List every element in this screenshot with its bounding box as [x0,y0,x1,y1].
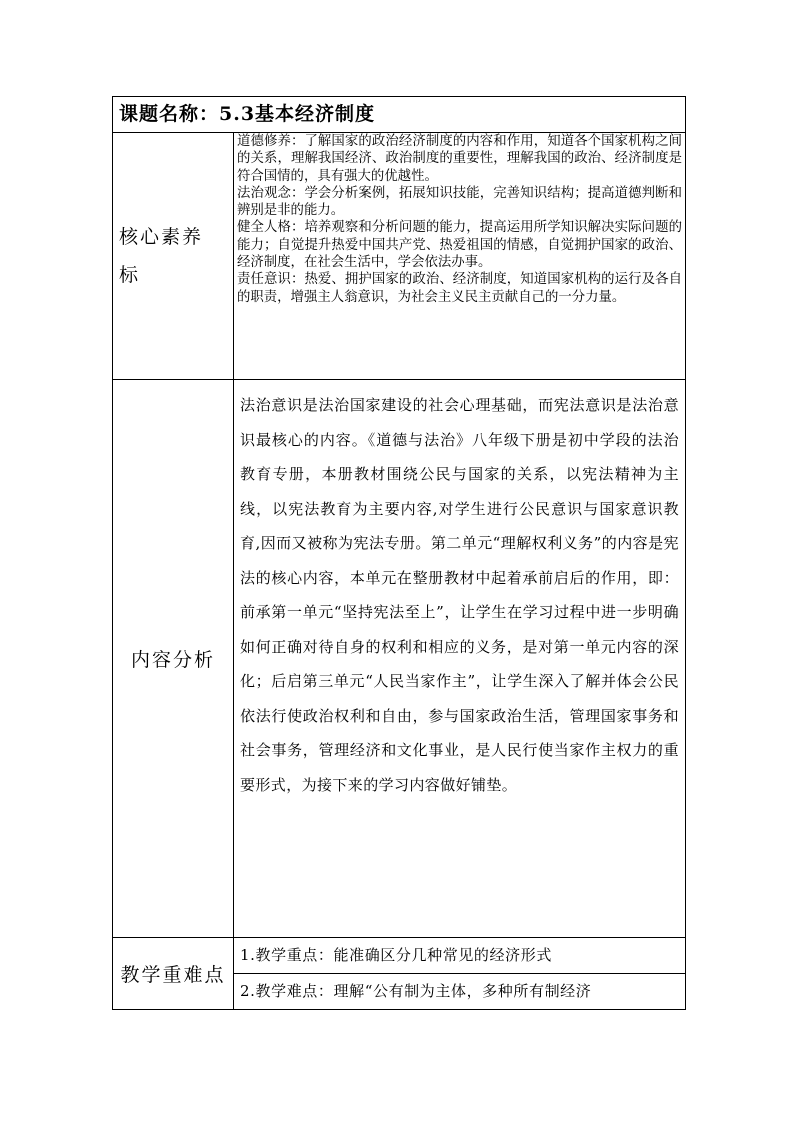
core-literacy-personality: 健全人格：培养观察和分析问题的能力，提高运用所学知识解决实际问题的能力；自觉提升热爱中国共产党、热爱祖国的情感，自觉拥护国家的政治、经济制度，在社会生活中，学会依法办事。 [237,220,682,271]
title-row [113,97,686,133]
content-analysis-text: 法治意识是法治国家建设的社会心理基础，而宪法意识是法治意识最核心的内容。《道德与法治》八年级下册是初中学段的法治教育专册，本册教材围绕公民与国家的关系，以宪法精神为主线，以宪法教育为主要内容,对学生进行公民意识与国家意识教育,因而又被称为宪法专册。第二单元“理解权利义务”的内容是宪法的核心内容，本单元在整册教材中起着承前启后的作用，即：前承第一单元“坚持宪法至上”，让学生在学习过程中进一步明确如何正确对待自身的权利和相应的义务，是对第一单元内容的深化；后启第三单元“人民当家作主”，让学生深入了解并体会公民依法行使政治权利和自由，参与国家政治生活，管理国家事务和社会事务，管理经济和文化事业，是人民行使当家作主权力的重要形式，为接下来的学习内容做好铺垫。 [240,396,679,794]
content-analysis-label: 内容分析 [113,380,234,938]
key-points-row [113,938,686,1010]
core-literacy-label-line2: 标 [119,264,141,286]
core-literacy-law: 法治观念：学会分析案例，拓展知识技能，完善知识结构；提高道德判断和辨别是非的能力。 [237,185,682,219]
key-point-difficulty: 2.教学难点：理解“公有制为主体，多种所有制经济 [234,973,685,1009]
key-points-label: 教学重难点 [113,938,234,1010]
core-literacy-moral: 道德修养：了解国家的政治经济制度的内容和作用，知道各个国家机构之间的关系，理解我国经济、政治制度的重要性，理解我国的政治、经济制度是符合国情的，具有强大的优越性。 [237,134,682,184]
core-literacy-row [113,133,686,380]
core-literacy-responsibility: 责任意识：热爱、拥护国家的政治、经济制度，知道国家机构的运行及各自的职责，增强主人翁意识，为社会主义民主贡献自己的一分力量。 [237,272,682,305]
lesson-title: 课题名称：5.3基本经济制度 [113,97,686,133]
lesson-plan-table [112,96,686,1010]
content-analysis-row [113,380,686,938]
key-point-focus: 1.教学重点：能准确区分几种常见的经济形式 [240,946,552,964]
core-literacy-label [113,133,234,380]
core-literacy-label-line1: 核心素养 [119,226,204,248]
content-analysis-cell [234,380,686,938]
key-points-content [234,938,686,1010]
core-literacy-content [234,133,686,380]
